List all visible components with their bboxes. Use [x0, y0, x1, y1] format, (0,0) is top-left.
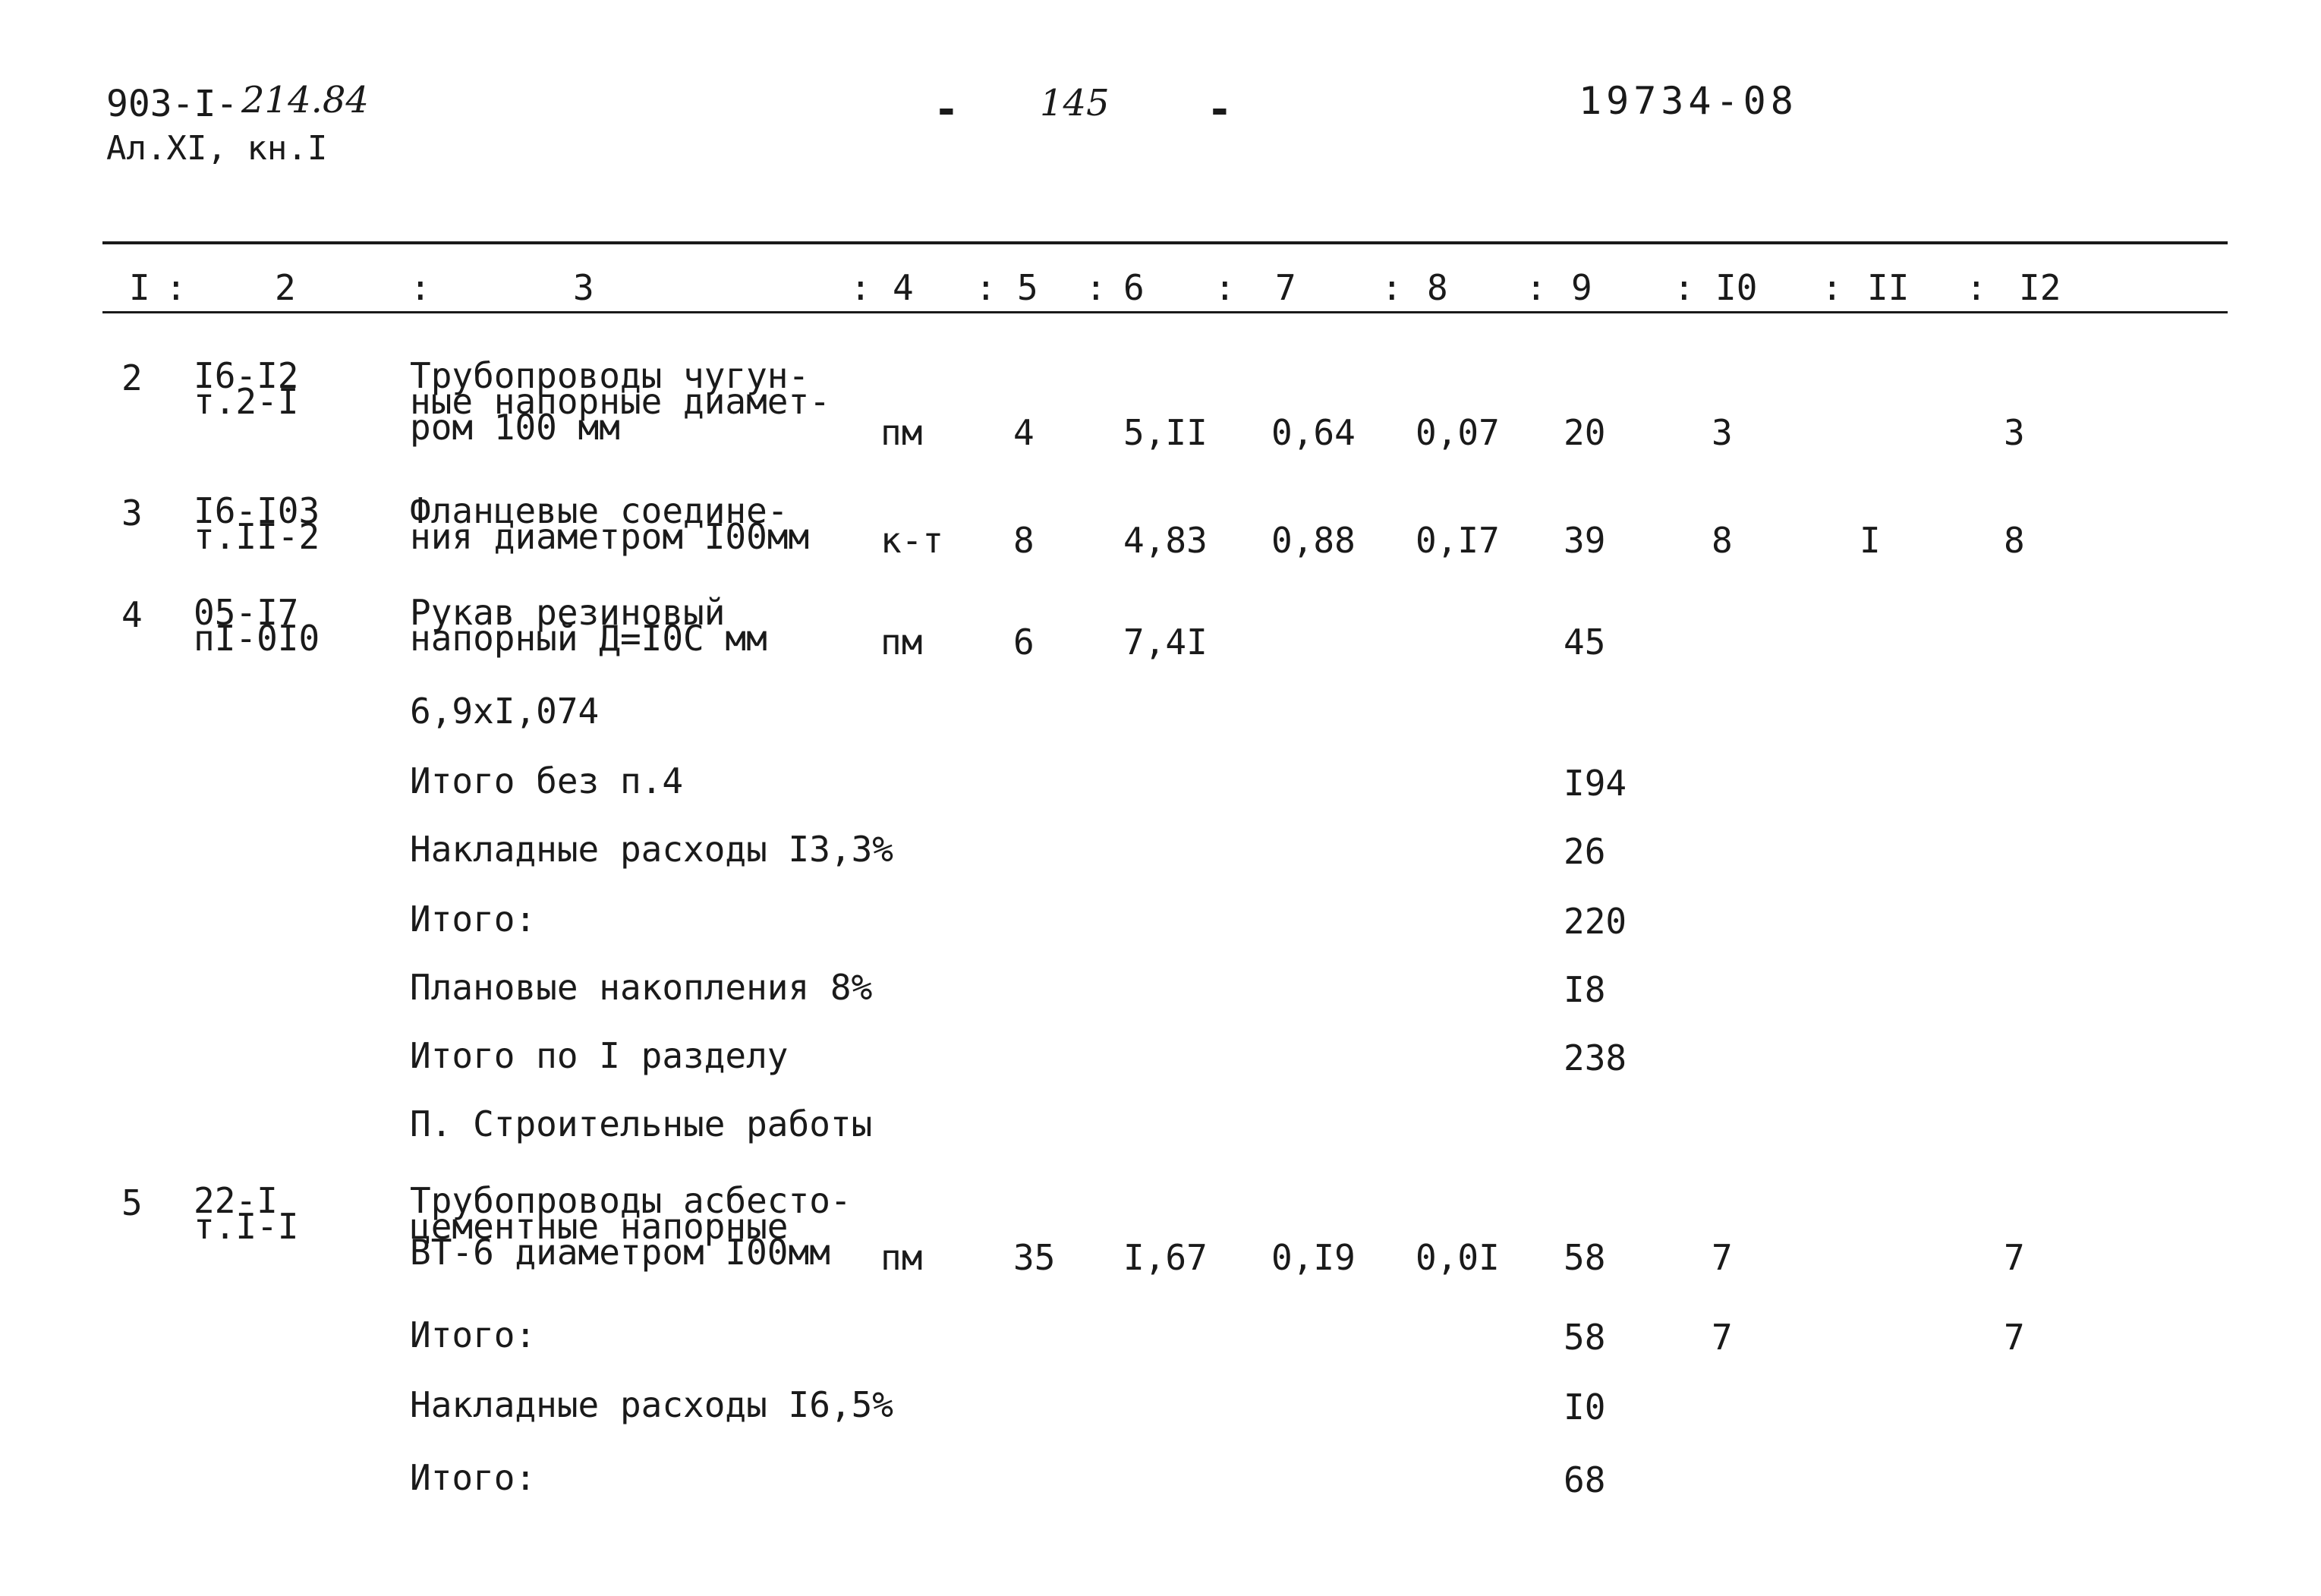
- unit-price: I,67: [1123, 1237, 1208, 1278]
- norm-code: I6-I2 т.2-I: [194, 355, 299, 422]
- column-header: I: [129, 267, 150, 308]
- column-separator: :: [1526, 267, 1547, 308]
- table-header-rule: [102, 311, 2228, 313]
- total-cost: 238: [1564, 1037, 1627, 1078]
- work-description: Фланцевые соедине- ния диаметром I00мм: [410, 490, 810, 557]
- column-header: 2: [275, 267, 296, 308]
- total-cost: 68: [1564, 1459, 1606, 1500]
- work-description: Итого:: [410, 899, 537, 940]
- column-separator: :: [165, 267, 187, 308]
- page-number: 145: [1040, 82, 1110, 124]
- row-number: 5: [121, 1182, 143, 1223]
- column-header: 9: [1571, 267, 1592, 308]
- work-description: Плановые накопления 8%: [410, 967, 873, 1008]
- total-cost: 58: [1564, 1317, 1606, 1358]
- wage-per-unit: 0,64: [1271, 412, 1356, 453]
- document-code-handwritten: 214.84: [241, 79, 369, 121]
- column-header: 3: [573, 267, 594, 308]
- unit: пм: [880, 1237, 923, 1278]
- col12-value: 7: [2004, 1317, 2025, 1358]
- total-wage: 7: [1712, 1317, 1733, 1358]
- table-top-rule: [102, 241, 2228, 244]
- unit-price: 5,II: [1123, 412, 1208, 453]
- total-cost: 58: [1564, 1237, 1606, 1278]
- total-wage: 8: [1712, 520, 1733, 561]
- row-number: 2: [121, 357, 143, 398]
- column-separator: :: [1822, 267, 1843, 308]
- column-separator: :: [850, 267, 871, 308]
- unit: пм: [880, 622, 923, 663]
- column-separator: :: [1381, 267, 1403, 308]
- unit-price: 4,83: [1123, 520, 1208, 561]
- quantity: 8: [1013, 520, 1035, 561]
- total-cost: 20: [1564, 412, 1606, 453]
- column-separator: :: [1214, 267, 1236, 308]
- norm-code: 22-I т.I-I: [194, 1180, 299, 1247]
- column-separator: :: [410, 267, 431, 308]
- total-cost: I0: [1564, 1387, 1606, 1428]
- work-description: 6,9хI,074: [410, 691, 600, 732]
- column-header: 7: [1275, 267, 1296, 308]
- work-description: Рукав резиновый напорный Д=I0С мм: [410, 592, 767, 659]
- machine-wage-per-unit: 0,I7: [1416, 520, 1500, 561]
- wage-per-unit: 0,88: [1271, 520, 1356, 561]
- total-cost: I8: [1564, 969, 1606, 1010]
- work-description: Накладные расходы I6,5%: [410, 1384, 893, 1425]
- norm-code: I6-I03 т.II-2: [194, 490, 320, 557]
- unit-price: 7,4I: [1123, 622, 1208, 663]
- column-header: 4: [893, 267, 914, 308]
- total-cost: 26: [1564, 831, 1606, 872]
- page-dash-left: -: [934, 85, 959, 134]
- row-number: 4: [121, 594, 143, 635]
- total-cost: 220: [1564, 901, 1627, 942]
- work-description: Итого:: [410, 1457, 537, 1498]
- document-code-prefix: 903-I-: [106, 83, 238, 125]
- column-header: II: [1867, 267, 1910, 308]
- work-description: Трубопроводы чугун- ные напорные диамет- ром 100 мм: [410, 355, 830, 448]
- total-wage: 3: [1712, 412, 1733, 453]
- machine-wage-per-unit: 0,0I: [1416, 1237, 1500, 1278]
- column-separator: :: [1966, 267, 1987, 308]
- col12-value: 8: [2004, 520, 2025, 561]
- column-header: 8: [1427, 267, 1448, 308]
- row-number: 3: [121, 493, 143, 534]
- quantity: 4: [1013, 412, 1035, 453]
- column-header: I0: [1715, 267, 1758, 308]
- unit: пм: [880, 412, 923, 453]
- total-wage: 7: [1712, 1237, 1733, 1278]
- unit: к-т: [880, 520, 944, 561]
- work-description: П. Строительные работы: [410, 1103, 873, 1144]
- work-description: Итого:: [410, 1314, 537, 1355]
- quantity: 6: [1013, 622, 1035, 663]
- column-header: I2: [2019, 267, 2061, 308]
- work-description: Трубопроводы асбесто- цементные напорные ВТ-6 диаметром I00мм: [410, 1180, 852, 1273]
- column-header: 6: [1123, 267, 1145, 308]
- column-separator: :: [975, 267, 997, 308]
- norm-code: 05-I7 пI-0I0: [194, 592, 320, 659]
- work-description: Итого по I разделу: [410, 1035, 789, 1076]
- document-subtitle: Ал.XI, кн.I: [106, 129, 328, 168]
- quantity: 35: [1013, 1237, 1056, 1278]
- col12-value: 7: [2004, 1237, 2025, 1278]
- column-header: 5: [1017, 267, 1038, 308]
- column-separator: :: [1085, 267, 1107, 308]
- page-dash-right: -: [1207, 85, 1233, 134]
- total-machine-wage: I: [1860, 520, 1881, 561]
- column-separator: :: [1674, 267, 1695, 308]
- col12-value: 3: [2004, 412, 2025, 453]
- total-cost: 39: [1564, 520, 1606, 561]
- work-description: Итого без п.4: [410, 760, 684, 801]
- document-number: 19734-08: [1579, 79, 1798, 123]
- machine-wage-per-unit: 0,07: [1416, 412, 1500, 453]
- work-description: Накладные расходы I3,3%: [410, 829, 893, 870]
- wage-per-unit: 0,I9: [1271, 1237, 1356, 1278]
- total-cost: 45: [1564, 622, 1606, 663]
- total-cost: I94: [1564, 763, 1627, 804]
